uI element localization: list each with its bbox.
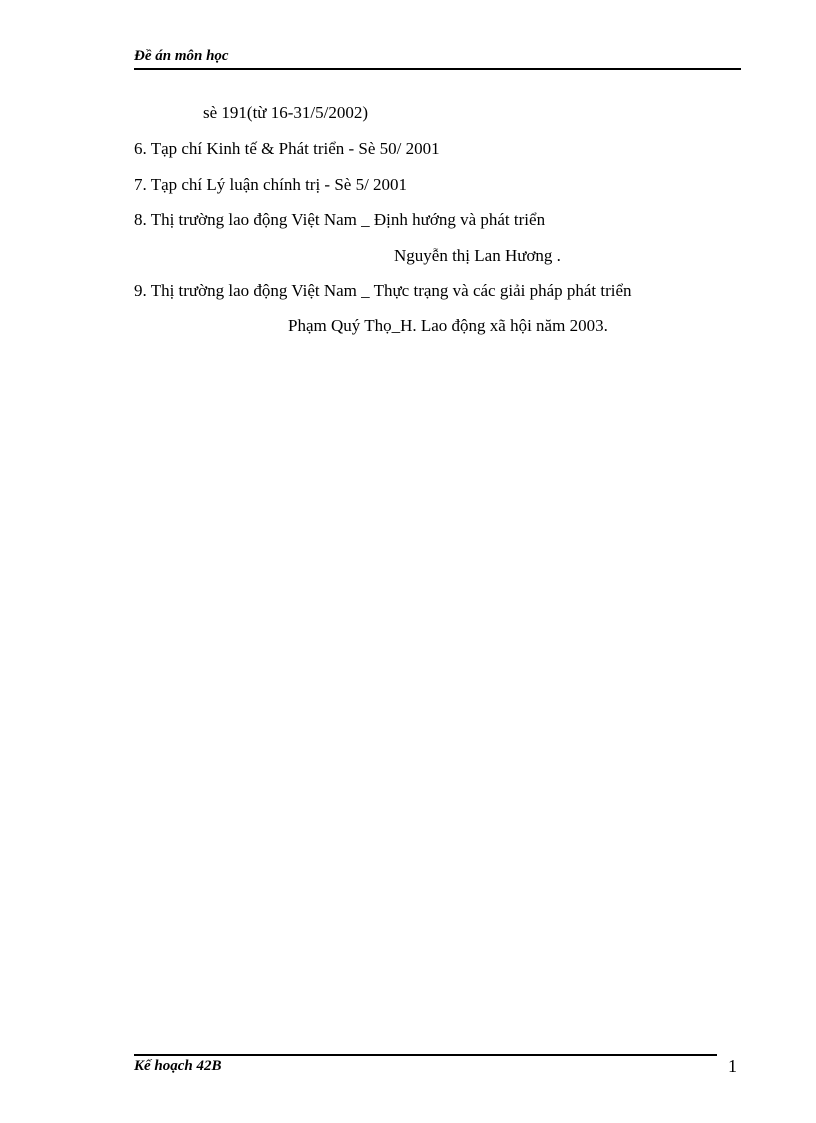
reference-line-continuation: sè 191(từ 16-31/5/2002) — [203, 103, 369, 122]
footer-divider — [134, 1054, 717, 1056]
page-number: 1 — [728, 1056, 737, 1076]
reference-item-8: 8. Thị trường lao động Việt Nam _ Định hướng và phát triển — [134, 210, 546, 229]
reference-item-6: 6. Tạp chí Kinh tế & Phát triển - Sè 50/ 2001 — [134, 139, 440, 158]
header-divider — [134, 68, 741, 70]
reference-item-9-author: Phạm Quý Thọ_H. Lao động xã hội năm 2003. — [288, 316, 608, 335]
reference-item-8-author: Nguyễn thị Lan Hương . — [394, 246, 561, 265]
footer-label: Kế hoạch 42B — [134, 1058, 222, 1074]
reference-item-7: 7. Tạp chí Lý luận chính trị - Sè 5/ 2001 — [134, 175, 408, 194]
header-title: Đề án môn học — [134, 48, 229, 64]
reference-item-9: 9. Thị trường lao động Việt Nam _ Thực trạng và các giải pháp phát triển — [134, 281, 632, 300]
